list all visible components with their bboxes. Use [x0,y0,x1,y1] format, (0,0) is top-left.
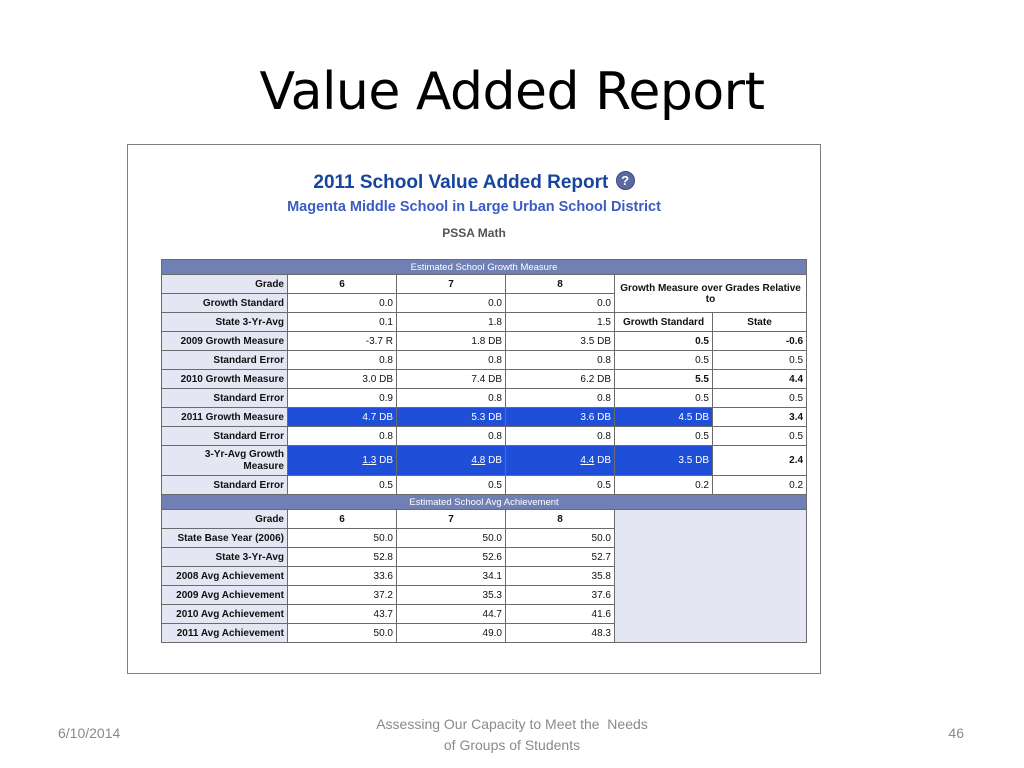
row-label: Standard Error [162,476,288,495]
row-label: 2011 Avg Achievement [162,624,288,643]
footer-title [0,714,1024,756]
row-label: 2010 Growth Measure [162,370,288,389]
row-label: State Base Year (2006) [162,529,288,548]
report-subtitle: Magenta Middle School in Large Urban School District [287,199,661,215]
table-row [162,476,807,495]
cell-value: 4.4 [713,370,807,389]
achievement-section-header: Estimated School Avg Achievement [162,495,807,510]
table-row [162,332,807,351]
cell-value: 0.2 [615,476,713,495]
cell-value: 4.8 DB [397,446,506,476]
cell-value: 0.8 [288,427,397,446]
relative-col-header: Growth Standard [615,313,713,332]
cell-value: 0.8 [397,351,506,370]
grade-header: 6 [288,275,397,294]
cell-value: 33.6 [288,567,397,586]
cell-value: 1.8 DB [397,332,506,351]
cell-value: 50.0 [397,529,506,548]
cell-value: 0.8 [397,427,506,446]
cell-value: 0.0 [506,294,615,313]
slide-title: Value Added Report [259,62,765,122]
cell-value: 3.0 DB [288,370,397,389]
row-label: Growth Standard [162,294,288,313]
cell-value: 0.8 [506,389,615,408]
cell-value: 4.4 DB [506,446,615,476]
cell-value: 1.8 [397,313,506,332]
cell-value: 0.5 [506,476,615,495]
grade-6-link[interactable]: 1.3 [362,455,377,466]
cell-value: 7.4 DB [397,370,506,389]
cell-value: 37.6 [506,586,615,605]
row-label: 2011 Growth Measure [162,408,288,427]
grade-header: 6 [288,510,397,529]
report-subject: PSSA Math [442,226,506,240]
table-row-highlighted [162,408,807,427]
cell-value: 4.5 DB [615,408,713,427]
three-yr-avg-row [162,446,807,476]
relative-header: Growth Measure over Grades Relative to [615,275,807,313]
grade-label: Grade [162,275,288,294]
grade-8-link[interactable]: 4.4 [580,455,595,466]
cell-value: 52.8 [288,548,397,567]
cell-value: 0.2 [713,476,807,495]
cell-value: 0.8 [288,351,397,370]
cell-value: 0.8 [397,389,506,408]
grade-header: 7 [397,275,506,294]
value-added-table [161,259,807,643]
cell-value: 1.3 DB [288,446,397,476]
cell-value: 3.4 [713,408,807,427]
grade-header: 7 [397,510,506,529]
grade-header: 8 [506,275,615,294]
row-label: 2008 Avg Achievement [162,567,288,586]
cell-value: 0.5 [288,476,397,495]
table-row [162,389,807,408]
footer-date: 6/10/2014 [58,725,121,741]
cell-value: 48.3 [506,624,615,643]
achievement-grade-row [162,510,807,529]
cell-value: 52.7 [506,548,615,567]
cell-value: 35.3 [397,586,506,605]
cell-value: 5.3 DB [397,408,506,427]
cell-value: 0.1 [288,313,397,332]
cell-value: 0.5 [615,351,713,370]
value-added-report-image [127,144,821,674]
cell-value: 3.5 DB [615,446,713,476]
cell-value: 0.9 [288,389,397,408]
cell-value: 50.0 [288,624,397,643]
footer-title-line: of Groups of Students [443,737,581,753]
row-label: 2010 Avg Achievement [162,605,288,624]
cell-value: 6.2 DB [506,370,615,389]
row-label: Standard Error [162,389,288,408]
growth-grade-row [162,275,807,294]
table-row [162,351,807,370]
cell-value: 49.0 [397,624,506,643]
cell-value: 0.5 [397,476,506,495]
cell-value: 0.5 [713,351,807,370]
row-label: 2009 Growth Measure [162,332,288,351]
empty-fill [615,510,807,643]
cell-value: 0.5 [615,389,713,408]
cell-value: 37.2 [288,586,397,605]
achievement-section-header-row [162,495,807,510]
cell-value: 0.5 [713,389,807,408]
relative-col-header: State [713,313,807,332]
cell-value: 50.0 [288,529,397,548]
row-label: 2009 Avg Achievement [162,586,288,605]
cell-value: 3.6 DB [506,408,615,427]
grade-7-link[interactable]: 4.8 [471,455,486,466]
cell-value: 2.4 [713,446,807,476]
cell-value: -0.6 [713,332,807,351]
cell-value: 52.6 [397,548,506,567]
row-label: State 3-Yr-Avg [162,313,288,332]
table-row [162,370,807,389]
cell-value: 0.0 [288,294,397,313]
cell-value: 3.5 DB [506,332,615,351]
table-row [162,427,807,446]
cell-value: 0.5 [713,427,807,446]
state-avg-row [162,313,807,332]
cell-value: 0.5 [615,427,713,446]
report-title [128,171,820,194]
cell-value: 0.0 [397,294,506,313]
cell-value: 35.8 [506,567,615,586]
cell-value: 1.5 [506,313,615,332]
cell-value: 4.7 DB [288,408,397,427]
cell-value: 41.6 [506,605,615,624]
row-label: Standard Error [162,351,288,370]
cell-value: 0.8 [506,427,615,446]
cell-value: 43.7 [288,605,397,624]
page-number: 46 [948,725,964,741]
report-title-text: 2011 School Value Added Report [313,172,609,193]
row-label: Standard Error [162,427,288,446]
row-label: State 3-Yr-Avg [162,548,288,567]
cell-value: 0.8 [506,351,615,370]
cell-value: 50.0 [506,529,615,548]
grade-header: 8 [506,510,615,529]
cell-value: 44.7 [397,605,506,624]
question-mark-icon[interactable]: ? [616,171,635,190]
grade-label: Grade [162,510,288,529]
cell-value: 34.1 [397,567,506,586]
footer-title-line: Assessing Our Capacity to Meet the Needs [376,716,648,732]
row-label: 3-Yr-Avg Growth Measure [162,446,288,476]
cell-value: 0.5 [615,332,713,351]
cell-value: 5.5 [615,370,713,389]
growth-section-header: Estimated School Growth Measure [162,260,807,275]
growth-section-header-row [162,260,807,275]
cell-value: -3.7 R [288,332,397,351]
